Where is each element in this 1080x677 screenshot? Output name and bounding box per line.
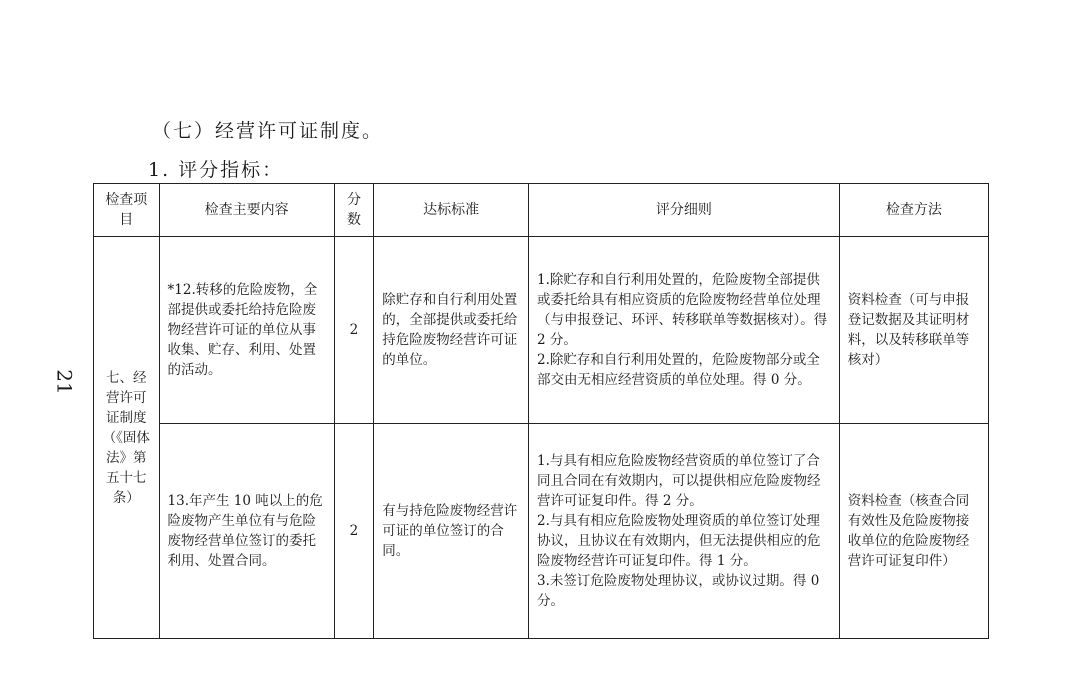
- content-cell: *12.转移的危险废物，全部提供或委托给持危险废物经营许可证的单位从事收集、贮存、利用、处置的活动。: [159, 237, 334, 424]
- page-number: 21: [52, 369, 77, 395]
- header-standard: 达标标准: [374, 184, 529, 237]
- rule-line: 3.未签订危险废物处理协议，或协议过期。得 0 分。: [537, 573, 820, 609]
- table-row: [94, 424, 989, 639]
- standard-cell: 有与持危险废物经营许可证的单位签订的合同。: [374, 424, 529, 639]
- item-cell: 七、经营许可证制度（《固体法》第五十七条）: [94, 237, 160, 639]
- header-score: 分数: [334, 184, 374, 237]
- content-cell: 13.年产生 10 吨以上的危险废物产生单位有与危险废物经营单位签订的委托利用、处置合同。: [159, 424, 334, 639]
- header-content: 检查主要内容: [159, 184, 334, 237]
- rules-cell: [529, 237, 840, 424]
- score-cell: 2: [334, 237, 374, 424]
- rule-line: 1.与具有相应危险废物经营资质的单位签订了合同且合同在有效期内，可以提供相应危险废物经营许可证复印件。得 2 分。: [537, 453, 821, 509]
- table-header-row: [94, 184, 989, 237]
- rule-line: 1.除贮存和自行利用处置的，危险废物全部提供或委托给具有相应资质的危险废物经营单位处理（与申报登记、环评、转移联单等数据核对）。得 2 分。: [537, 272, 828, 348]
- method-cell: 资料检查（可与申报登记数据及其证明材料，以及转移联单等核对）: [839, 237, 988, 424]
- score-cell: 2: [334, 424, 374, 639]
- standard-cell: 除贮存和自行利用处置的，全部提供或委托给持危险废物经营许可证的单位。: [374, 237, 529, 424]
- method-cell: 资料检查（核查合同有效性及危险废物接收单位的危险废物经营许可证复印件）: [839, 424, 988, 639]
- table-row: [94, 237, 989, 424]
- header-rules: 评分细则: [529, 184, 840, 237]
- rule-line: 2.除贮存和自行利用处置的，危险废物部分或全部交由无相应经营资质的单位处理。得 0 分。: [537, 352, 820, 388]
- header-item: 检查项目: [94, 184, 160, 237]
- section-heading: （七）经营许可证制度。: [152, 120, 384, 142]
- header-method: 检查方法: [839, 184, 988, 237]
- subheading: 1. 评分指标：: [148, 159, 284, 181]
- rules-cell: [529, 424, 840, 639]
- rule-line: 2.与具有相应危险废物处理资质的单位签订处理协议，且协议在有效期内，但无法提供相应的危险废物经营许可证复印件。得 1 分。: [537, 513, 821, 569]
- scoring-table: [93, 183, 989, 639]
